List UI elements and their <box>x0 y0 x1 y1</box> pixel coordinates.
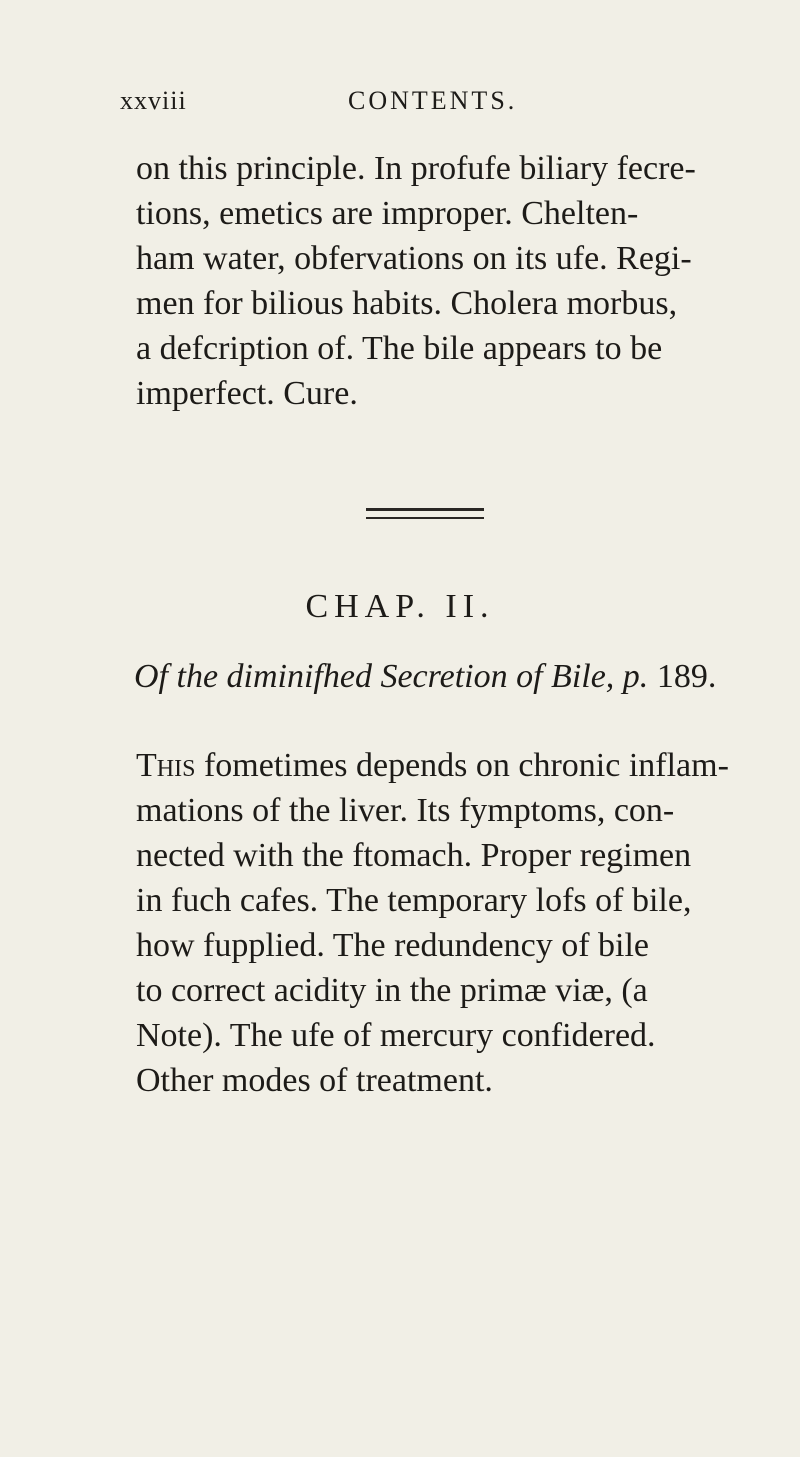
section-divider-rule <box>366 517 484 519</box>
text-line: nected with the ftomach. Proper regimen <box>136 837 692 874</box>
text-line: Note). The ufe of mercury confidered. <box>136 1017 656 1054</box>
chapter-subtitle-page: 189. <box>648 658 717 695</box>
chapter-subtitle-title: Of the diminifhed Secretion of Bile, p. <box>134 658 649 695</box>
lead-word: This <box>136 747 196 784</box>
chapter-heading: CHAP. II. <box>305 588 495 625</box>
section-divider-rule <box>366 508 484 511</box>
running-head <box>120 86 720 126</box>
text-line: Other modes of treatment. <box>136 1062 493 1099</box>
text-line: in fuch cafes. The temporary lofs of bile, <box>136 882 692 919</box>
text-line-rest: fometimes depends on chronic inflam- <box>195 747 729 784</box>
text-line: ham water, obfervations on its ufe. Regi- <box>136 240 692 277</box>
text-line: tions, emetics are improper. Chelten- <box>136 195 639 232</box>
text-line: imperfect. Cure. <box>136 375 358 412</box>
text-line: to correct acidity in the primæ viæ, (a <box>136 972 648 1009</box>
text-line: how fupplied. The redundency of bile <box>136 927 650 964</box>
contents-paragraph-2 <box>136 743 729 1148</box>
text-line: mations of the liver. Its fymptoms, con- <box>136 792 675 829</box>
text-line: on this principle. In profufe biliary fecre- <box>136 150 696 187</box>
running-title: CONTENTS. <box>348 86 518 115</box>
page-number: xxviii <box>120 86 187 115</box>
contents-paragraph-1 <box>136 146 726 416</box>
text-line <box>136 743 729 788</box>
text-line <box>136 1103 726 1148</box>
text-line: men for bilious habits. Cholera morbus, <box>136 285 678 322</box>
chapter-subtitle <box>134 658 734 696</box>
text-line: a defcription of. The bile appears to be <box>136 330 663 367</box>
